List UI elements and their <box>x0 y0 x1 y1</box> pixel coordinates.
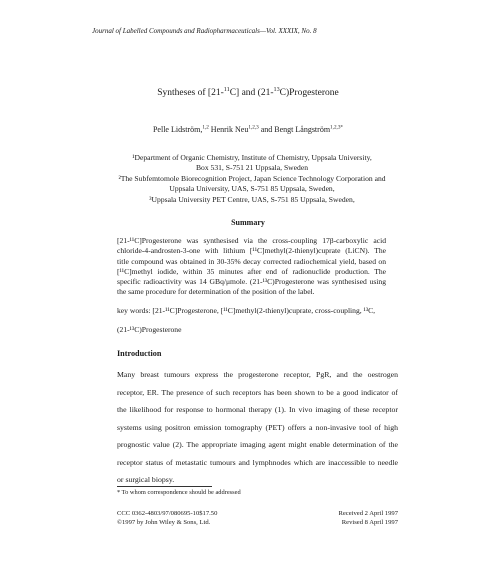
intro-line: prognostic value (2). The appropriate imaging agent might enable determination of the <box>117 440 398 449</box>
summary-line: specific radioactivity was 14 GBq/μmole. (21-¹³C)Progesterone was synthesised using <box>117 277 386 287</box>
copyright-block <box>117 510 217 527</box>
introduction-heading: Introduction <box>117 349 162 358</box>
affiliation-line: ²The Subfemtomole Biorecognition Project, Japan Science Technology Corporation and <box>118 173 386 183</box>
summary-line: the same procedure for determination of the position of the label. <box>117 287 315 297</box>
intro-line: or surgical biopsy. <box>117 475 175 484</box>
revised-date: Revised 8 April 1997 <box>341 518 398 526</box>
received-date: Received 2 April 1997 <box>338 510 398 517</box>
affiliations <box>96 153 408 205</box>
keywords-line: key words: [21-¹¹C]Progesterone, [¹¹C]methyl(2-thienyl)cuprate, cross-coupling, ¹³C, <box>117 306 376 315</box>
footnote: * To whom correspondence should be addressed <box>117 489 241 496</box>
intro-line: the likelihood for response to hormonal therapy (1). In vivo imaging of these receptor <box>117 405 398 414</box>
author-name: Henrik Neu <box>210 125 249 134</box>
affiliation-line: ¹Department of Organic Chemistry, Institute of Chemistry, Uppsala University, <box>132 153 372 162</box>
journal-header: Journal of Labelled Compounds and Radiopharmaceuticals—Vol. XXXIX, No. 8 <box>92 27 317 35</box>
summary-heading: Summary <box>231 218 265 227</box>
keywords-line: (21-¹³C)Progesterone <box>117 325 182 334</box>
intro-line: systems using positron emission tomography (PET) offers a non-invasive tool of high <box>117 422 398 432</box>
summary-line: title compound was obtained in 30-35% decay corrected radiochemical yield, based on <box>117 256 386 266</box>
intro-line: Many breast tumours express the progesterone receptor, PgR, and the oestrogen <box>117 370 398 379</box>
affiliation-line: Box 531, S-751 21 Uppsala, Sweden <box>195 163 308 173</box>
author-list <box>0 125 496 134</box>
footnote-divider <box>117 486 212 487</box>
summary-text <box>117 236 386 298</box>
intro-line: receptor, ER. The presence of such receptors has been shown to be a good indicator of <box>117 387 398 397</box>
copyright-notice: ©1997 by John Wiley & Sons, Ltd. <box>117 518 211 526</box>
article-title <box>0 88 496 98</box>
author-affiliation: 1,2,3 <box>248 124 259 131</box>
title-part: C] and (21- <box>229 88 274 98</box>
dates-block <box>318 510 398 527</box>
author-name: Pelle Lidström, <box>152 125 203 134</box>
ccc-code: CCC 0362-4803/97/080695-10$17.50 <box>117 510 218 517</box>
affiliation-line: ³Uppsala University PET Centre, UAS, S-751 85 Uppsala, Sweden, <box>149 194 355 204</box>
affiliation-line: Uppsala University, UAS, S-751 85 Uppsala, Sweden, <box>169 184 335 194</box>
title-sup: 11 <box>223 86 230 93</box>
title-part: C)Progesterone <box>279 88 339 98</box>
author-affiliation: 1,2,3* <box>330 124 344 131</box>
author-name: and Bengt Långström <box>260 125 331 134</box>
intro-line: receptor status of metastatic tumours and lymphnodes which are inaccessible to needle <box>117 457 398 467</box>
author-affiliation: 1,2 <box>202 124 209 131</box>
summary-line: [¹¹C]methyl iodide, within 35 minutes after end of radionuclide production. The <box>117 266 386 276</box>
introduction-text <box>117 366 398 489</box>
summary-line: chloride-4-androsten-3-one with lithium [¹¹C]methyl(2-thienyl)cuprate (LiCN). The <box>117 246 386 256</box>
title-part: Syntheses of [21- <box>157 88 224 98</box>
summary-line: [21-¹¹C]Progesterone was synthesised via the cross-coupling 17β-carboxylic acid <box>117 236 386 245</box>
title-sup: 13 <box>273 86 280 93</box>
